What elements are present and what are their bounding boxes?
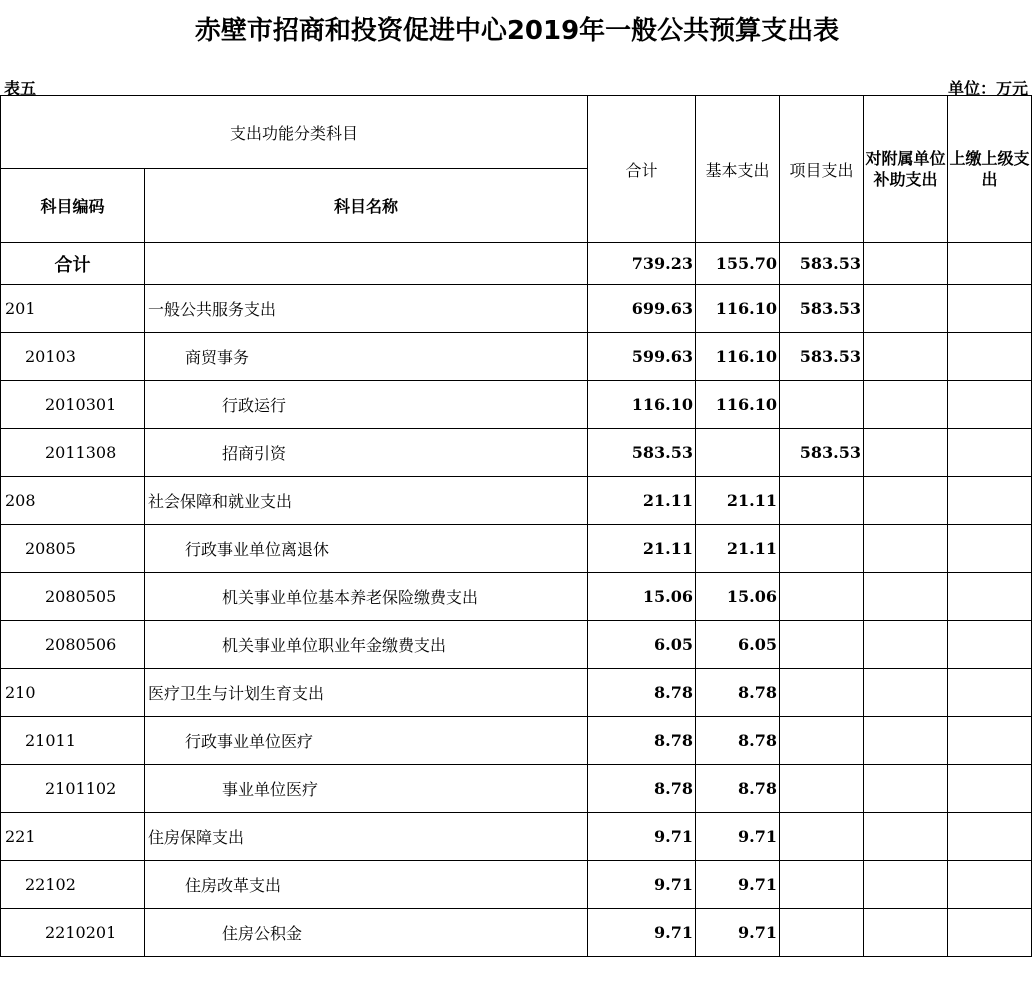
row-total: 599.63 <box>588 333 696 381</box>
row-upper <box>948 717 1032 765</box>
row-basic: 116.10 <box>696 333 780 381</box>
row-project <box>780 477 864 525</box>
total-amount: 739.23 <box>588 243 696 285</box>
row-project: 583.53 <box>780 333 864 381</box>
table-row <box>1 861 1032 909</box>
row-total: 583.53 <box>588 429 696 477</box>
row-basic <box>696 429 780 477</box>
header-basic: 基本支出 <box>696 96 780 243</box>
row-code: 2080505 <box>1 573 145 621</box>
row-name: 机关事业单位基本养老保险缴费支出 <box>145 573 588 621</box>
row-code: 201 <box>1 285 145 333</box>
row-name: 招商引资 <box>145 429 588 477</box>
total-row <box>1 243 1032 285</box>
row-name: 社会保障和就业支出 <box>145 477 588 525</box>
row-total: 8.78 <box>588 765 696 813</box>
row-subsidy <box>864 861 948 909</box>
row-total: 8.78 <box>588 669 696 717</box>
row-project <box>780 717 864 765</box>
table-row <box>1 429 1032 477</box>
row-total: 116.10 <box>588 381 696 429</box>
row-project <box>780 669 864 717</box>
row-subsidy <box>864 765 948 813</box>
row-name: 行政事业单位医疗 <box>145 717 588 765</box>
total-name-cell <box>145 243 588 285</box>
row-project <box>780 765 864 813</box>
row-total: 9.71 <box>588 813 696 861</box>
row-basic: 21.11 <box>696 525 780 573</box>
total-project: 583.53 <box>780 243 864 285</box>
row-project <box>780 861 864 909</box>
row-upper <box>948 285 1032 333</box>
row-code: 2010301 <box>1 381 145 429</box>
row-subsidy <box>864 621 948 669</box>
row-upper <box>948 669 1032 717</box>
row-subsidy <box>864 573 948 621</box>
header-subsidy: 对附属单位补助支出 <box>864 96 948 243</box>
total-basic: 155.70 <box>696 243 780 285</box>
header-code: 科目编码 <box>1 169 145 243</box>
row-subsidy <box>864 909 948 957</box>
row-upper <box>948 525 1032 573</box>
row-upper <box>948 861 1032 909</box>
row-upper <box>948 765 1032 813</box>
row-upper <box>948 813 1032 861</box>
table-row <box>1 669 1032 717</box>
row-subsidy <box>864 669 948 717</box>
row-total: 699.63 <box>588 285 696 333</box>
row-project: 583.53 <box>780 429 864 477</box>
header-name: 科目名称 <box>145 169 588 243</box>
row-name: 行政事业单位离退休 <box>145 525 588 573</box>
row-basic: 9.71 <box>696 861 780 909</box>
row-subsidy <box>864 381 948 429</box>
header-total: 合计 <box>588 96 696 243</box>
row-basic: 9.71 <box>696 813 780 861</box>
total-label: 合计 <box>1 243 145 285</box>
table-row <box>1 333 1032 381</box>
total-subsidy <box>864 243 948 285</box>
row-name: 住房保障支出 <box>145 813 588 861</box>
total-upper <box>948 243 1032 285</box>
row-basic: 15.06 <box>696 573 780 621</box>
row-subsidy <box>864 333 948 381</box>
row-code: 20103 <box>1 333 145 381</box>
row-upper <box>948 477 1032 525</box>
row-basic: 21.11 <box>696 477 780 525</box>
row-basic: 8.78 <box>696 765 780 813</box>
row-basic: 8.78 <box>696 717 780 765</box>
row-upper <box>948 429 1032 477</box>
row-upper <box>948 909 1032 957</box>
row-subsidy <box>864 717 948 765</box>
row-name: 行政运行 <box>145 381 588 429</box>
header-function-category: 支出功能分类科目 <box>1 96 588 169</box>
row-code: 20805 <box>1 525 145 573</box>
row-project <box>780 909 864 957</box>
row-basic: 116.10 <box>696 381 780 429</box>
row-total: 15.06 <box>588 573 696 621</box>
row-upper <box>948 573 1032 621</box>
row-subsidy <box>864 477 948 525</box>
row-code: 22102 <box>1 861 145 909</box>
row-name: 商贸事务 <box>145 333 588 381</box>
row-upper <box>948 621 1032 669</box>
row-code: 2011308 <box>1 429 145 477</box>
row-code: 21011 <box>1 717 145 765</box>
row-subsidy <box>864 285 948 333</box>
row-total: 8.78 <box>588 717 696 765</box>
row-basic: 116.10 <box>696 285 780 333</box>
table-number: 表五 <box>4 79 37 98</box>
row-code: 210 <box>1 669 145 717</box>
row-project: 583.53 <box>780 285 864 333</box>
row-name: 事业单位医疗 <box>145 765 588 813</box>
row-code: 208 <box>1 477 145 525</box>
row-project <box>780 381 864 429</box>
row-project <box>780 525 864 573</box>
row-code: 221 <box>1 813 145 861</box>
row-subsidy <box>864 525 948 573</box>
row-code: 2210201 <box>1 909 145 957</box>
row-subsidy <box>864 813 948 861</box>
row-upper <box>948 381 1032 429</box>
budget-table <box>0 95 1032 957</box>
row-project <box>780 573 864 621</box>
page-title: 赤壁市招商和投资促进中心2019年一般公共预算支出表 <box>194 16 840 46</box>
row-name: 一般公共服务支出 <box>145 285 588 333</box>
row-name: 住房改革支出 <box>145 861 588 909</box>
row-project <box>780 813 864 861</box>
row-basic: 8.78 <box>696 669 780 717</box>
row-basic: 9.71 <box>696 909 780 957</box>
row-subsidy <box>864 429 948 477</box>
header-upper: 上缴上级支出 <box>948 96 1032 243</box>
table-row <box>1 909 1032 957</box>
row-total: 9.71 <box>588 909 696 957</box>
row-total: 21.11 <box>588 477 696 525</box>
table-row <box>1 717 1032 765</box>
row-basic: 6.05 <box>696 621 780 669</box>
row-total: 6.05 <box>588 621 696 669</box>
row-name: 医疗卫生与计划生育支出 <box>145 669 588 717</box>
table-row <box>1 477 1032 525</box>
table-row <box>1 381 1032 429</box>
table-row <box>1 765 1032 813</box>
row-name: 住房公积金 <box>145 909 588 957</box>
table-row <box>1 621 1032 669</box>
header-project: 项目支出 <box>780 96 864 243</box>
unit-label: 单位：万元 <box>947 79 1028 98</box>
row-project <box>780 621 864 669</box>
table-row <box>1 813 1032 861</box>
table-row <box>1 285 1032 333</box>
table-row <box>1 573 1032 621</box>
row-total: 21.11 <box>588 525 696 573</box>
row-code: 2080506 <box>1 621 145 669</box>
row-upper <box>948 333 1032 381</box>
table-row <box>1 525 1032 573</box>
row-total: 9.71 <box>588 861 696 909</box>
row-code: 2101102 <box>1 765 145 813</box>
row-name: 机关事业单位职业年金缴费支出 <box>145 621 588 669</box>
